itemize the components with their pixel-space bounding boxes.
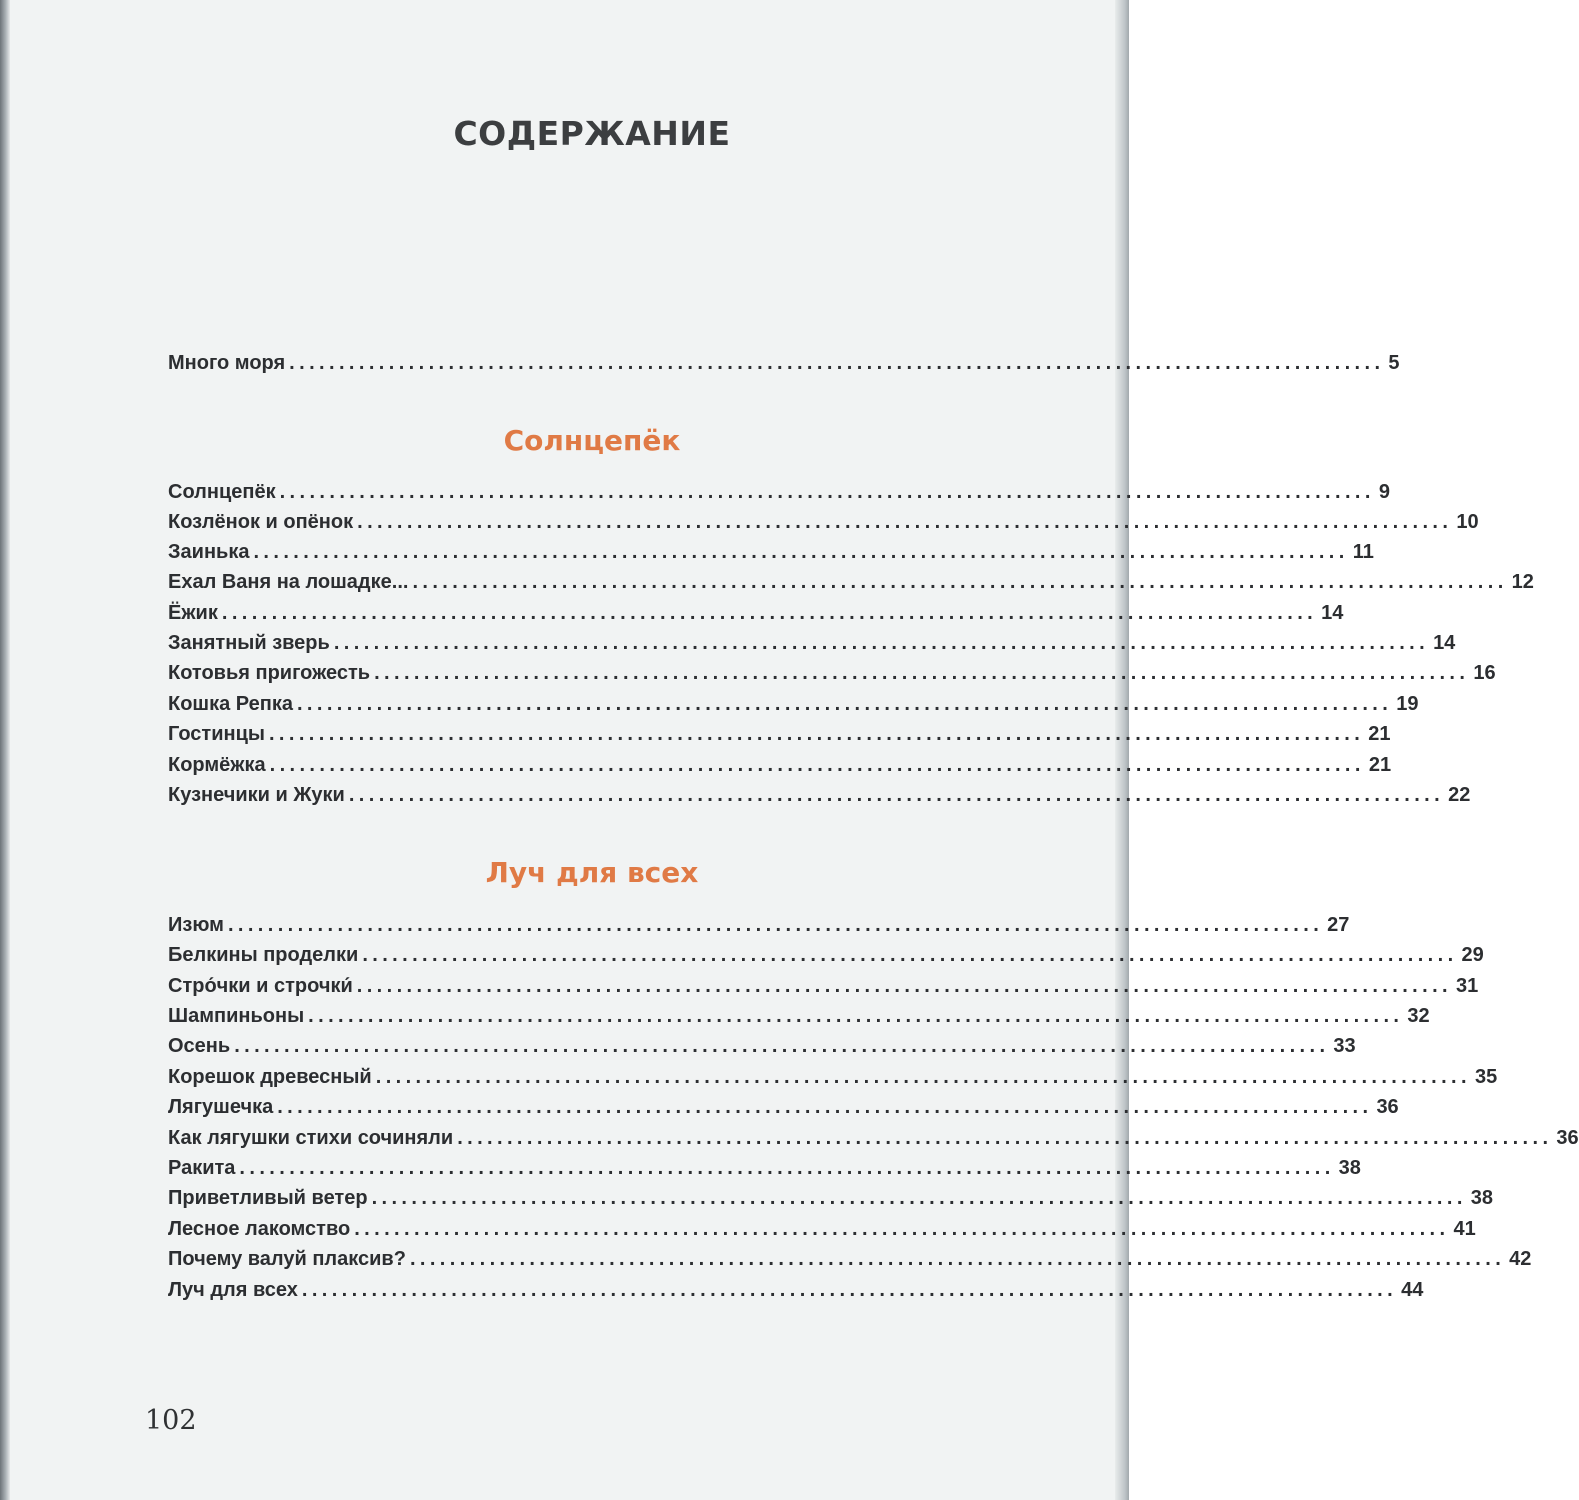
- toc-entry-page: 38: [1470, 1187, 1494, 1209]
- toc-entry: [168, 914, 1350, 944]
- toc-dot-leader: ..............................................................................................................: [354, 1218, 1450, 1240]
- toc-entry-page: 38: [1338, 1157, 1361, 1179]
- toc-dot-leader: ..............................................................................................................: [412, 571, 1508, 593]
- toc-entry: [168, 1005, 1430, 1035]
- toc-entry-title: Кошка Репка: [168, 693, 293, 715]
- toc-entry-title: Ехал Ваня на лошадке...: [168, 571, 409, 593]
- toc-entry: [168, 1035, 1356, 1065]
- toc-entry: [168, 723, 1391, 753]
- toc-entry-page: 36: [1376, 1096, 1399, 1118]
- toc-entry: [168, 975, 1479, 1005]
- toc-entry-title: Ёжик: [168, 602, 218, 624]
- toc-entry-page: 32: [1407, 1005, 1430, 1027]
- toc-entry-page: 36: [1556, 1127, 1579, 1149]
- toc-entry-page: 16: [1473, 662, 1496, 684]
- toc-entry: [168, 784, 1471, 814]
- page-edge-left: [0, 0, 10, 1500]
- toc-entry-page: 19: [1396, 693, 1419, 715]
- toc-dot-leader: ..............................................................................................................: [357, 511, 1453, 533]
- toc-dot-leader: ..............................................................................................................: [371, 1187, 1467, 1209]
- toc-entry-title: Много моря: [168, 352, 286, 374]
- toc-entry: [168, 602, 1344, 632]
- toc-dot-leader: ..............................................................................................................: [457, 1127, 1553, 1149]
- toc-entry-page: 33: [1333, 1035, 1356, 1057]
- toc-entry: [168, 1127, 1579, 1157]
- toc-entry-page: 29: [1461, 944, 1484, 966]
- toc-dot-leader: ..............................................................................................................: [296, 693, 1393, 715]
- toc-entry-page: 41: [1453, 1218, 1476, 1240]
- toc-dot-leader: ..............................................................................................................: [221, 602, 1318, 624]
- section-heading: Солнцепёк: [503, 424, 681, 457]
- toc-dot-leader: ..............................................................................................................: [268, 723, 1365, 745]
- page-title: СОДЕРЖАНИЕ: [453, 114, 731, 153]
- toc-entry-title: Козлёнок и опёнок: [168, 511, 354, 533]
- toc-entry-page: 10: [1456, 511, 1479, 533]
- toc-dot-leader: ..............................................................................................................: [227, 914, 1324, 936]
- toc-entry-page: 11: [1352, 541, 1374, 563]
- toc-entry-page: 14: [1321, 602, 1344, 624]
- toc-dot-leader: ..............................................................................................................: [374, 662, 1470, 684]
- toc-entry-title: Стро́чки и строчки́: [168, 975, 353, 997]
- toc-dot-leader: ..............................................................................................................: [356, 975, 1452, 997]
- toc-entry-title: Кормёжка: [168, 754, 266, 776]
- toc-entry-title: Ракита: [168, 1157, 236, 1179]
- toc-entry: [168, 1157, 1361, 1187]
- toc-entry: [168, 944, 1484, 974]
- toc-entry: [168, 352, 1400, 382]
- toc-dot-leader: ..............................................................................................................: [348, 784, 1445, 806]
- toc-entry: [168, 693, 1419, 723]
- toc-entry-title: Заинька: [168, 541, 250, 563]
- toc-entry-page: 42: [1509, 1248, 1532, 1270]
- toc-entry: [168, 632, 1456, 662]
- toc-entry-page: 44: [1401, 1279, 1424, 1301]
- toc-entry-page: 27: [1327, 914, 1350, 936]
- toc-entry-page: 14: [1433, 632, 1456, 654]
- toc-entry: [168, 1279, 1424, 1309]
- toc-dot-leader: ..............................................................................................................: [239, 1157, 1335, 1179]
- toc-dot-leader: ..............................................................................................................: [333, 632, 1430, 654]
- toc-dot-leader: ..............................................................................................................: [277, 1096, 1373, 1118]
- toc-entry-page: 22: [1448, 784, 1471, 806]
- section-heading: Луч для всех: [485, 856, 699, 889]
- toc-entry-title: Белкины проделки: [168, 944, 359, 966]
- toc-dot-leader: ..............................................................................................................: [269, 754, 1365, 776]
- page-number: 102: [145, 1405, 197, 1436]
- toc-entry-title: Как лягушки стихи сочиняли: [168, 1127, 454, 1149]
- toc-entry: [168, 1248, 1532, 1278]
- toc-entry-title: Котовья пригожесть: [168, 662, 371, 684]
- toc-entry-page: 9: [1378, 481, 1390, 503]
- toc-entry-title: Кузнечики и Жуки: [168, 784, 345, 806]
- toc-dot-leader: ..............................................................................................................: [301, 1279, 1398, 1301]
- toc-entry-title: Шампиньоны: [168, 1005, 305, 1027]
- toc-entry: [168, 662, 1496, 692]
- toc-entry-title: Луч для всех: [168, 1279, 298, 1301]
- toc-entry-title: Лягушечка: [168, 1096, 274, 1118]
- toc-entry-title: Почему валуй плаксив?: [168, 1248, 406, 1270]
- toc-entry: [168, 1096, 1399, 1126]
- toc-dot-leader: ..............................................................................................................: [308, 1005, 1404, 1027]
- toc-entry: [168, 754, 1392, 784]
- toc-entry-page: 35: [1474, 1066, 1498, 1088]
- toc-entry-title: Лесное лакомство: [168, 1218, 351, 1240]
- toc-entry: [168, 571, 1534, 601]
- toc-entry-title: Осень: [168, 1035, 231, 1057]
- toc-entry: [168, 481, 1390, 511]
- toc-entry-page: 21: [1368, 723, 1391, 745]
- page-edge-right: [1115, 0, 1129, 1500]
- toc-entry-title: Гостинцы: [168, 723, 265, 745]
- toc-entry-title: Корешок древесный: [168, 1066, 372, 1088]
- toc-entry-title: Солнцепёк: [168, 481, 276, 503]
- toc-entry: [168, 1066, 1498, 1096]
- toc-entry-title: Занятный зверь: [168, 632, 330, 654]
- toc-dot-leader: ..............................................................................................................: [409, 1248, 1506, 1270]
- toc-dot-leader: ..............................................................................................................: [375, 1066, 1471, 1088]
- toc-entry: [168, 511, 1479, 541]
- toc-entry-title: Изюм: [168, 914, 224, 936]
- toc-entry-page: 31: [1456, 975, 1479, 997]
- toc-dot-leader: ..............................................................................................................: [253, 541, 1349, 563]
- toc-entry: [168, 1218, 1476, 1248]
- toc-entry-title: Приветливый ветер: [168, 1187, 368, 1209]
- toc-entry-page: 21: [1368, 754, 1392, 776]
- toc-entry: [168, 541, 1374, 571]
- toc-dot-leader: ..............................................................................................................: [234, 1035, 1330, 1057]
- toc-dot-leader: ..............................................................................................................: [362, 944, 1458, 966]
- toc-entry-page: 5: [1388, 352, 1400, 374]
- toc-dot-leader: ..............................................................................................................: [279, 481, 1375, 503]
- toc-entry-page: 12: [1511, 571, 1534, 593]
- toc-dot-leader: ..............................................................................................................: [289, 352, 1385, 374]
- toc-entry: [168, 1187, 1494, 1217]
